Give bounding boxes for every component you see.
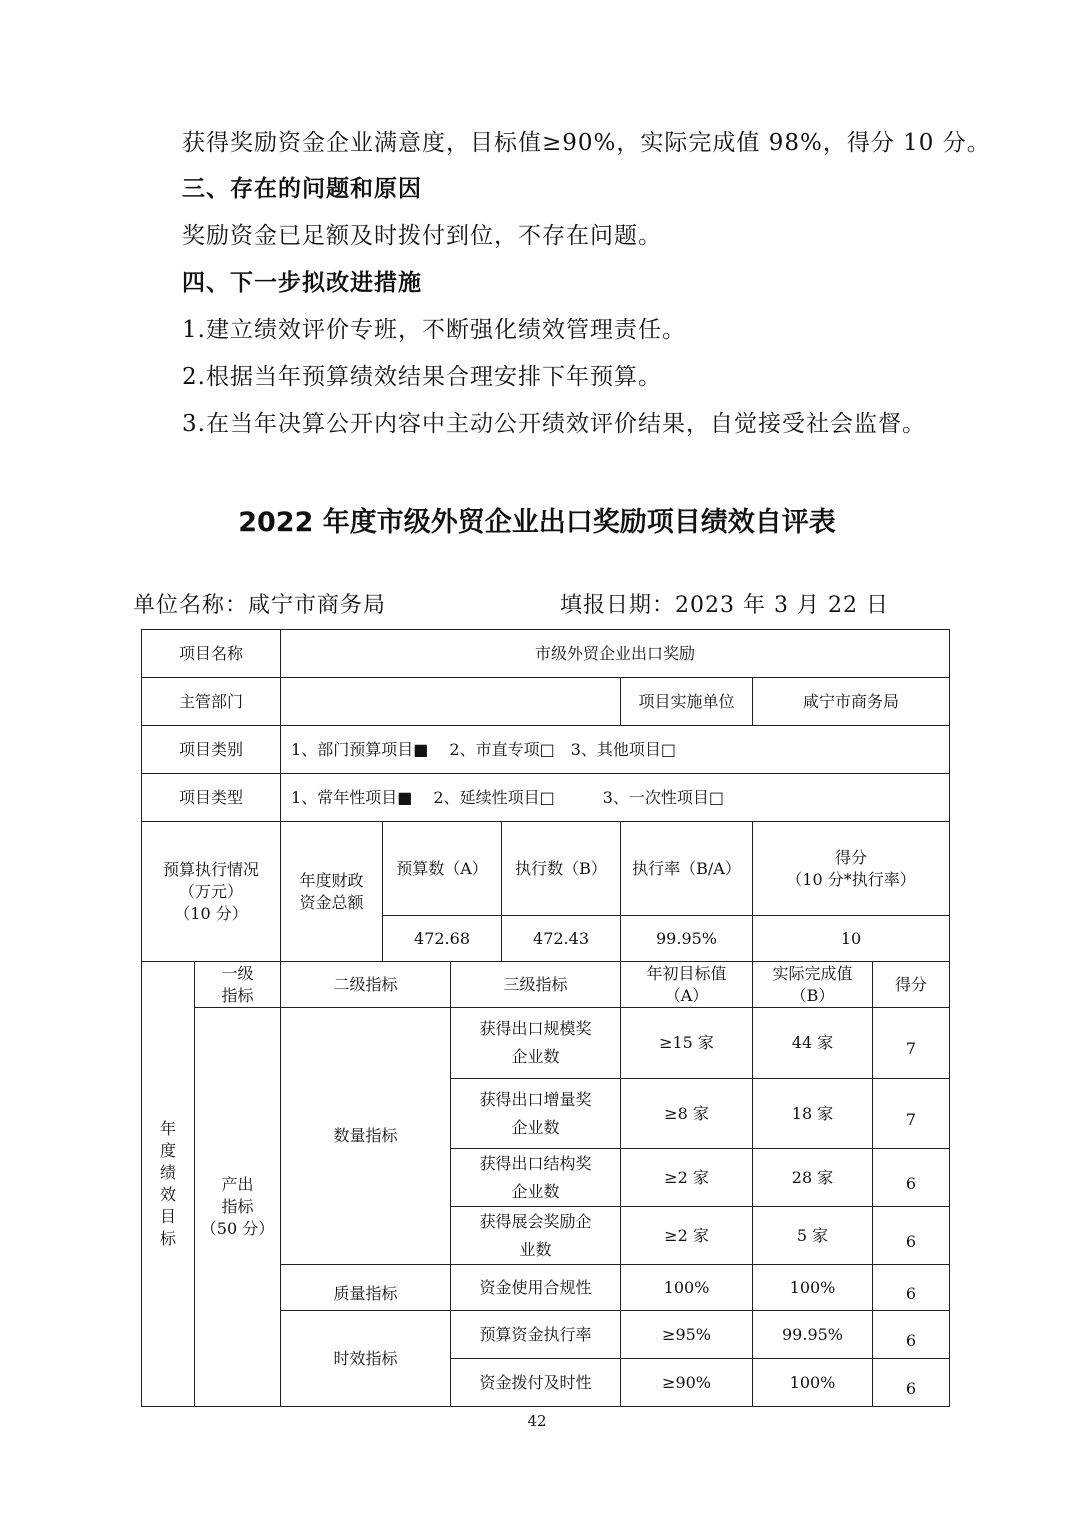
actual-header-line2: （B）: [790, 985, 835, 1005]
dept-value: [281, 678, 621, 726]
output-label-line2: 指标: [221, 1197, 254, 1216]
level3-line1: 获得出口结构奖: [479, 1153, 592, 1173]
level3-line1: 获得出口增量奖: [479, 1089, 592, 1109]
level3-cell: 资金拨付及时性: [451, 1359, 621, 1407]
impl-unit-value: 咸宁市商务局: [753, 678, 950, 726]
row-score: 6: [873, 1265, 950, 1311]
output-label-line3: （50 分）: [200, 1219, 275, 1238]
level3-cell: [451, 1079, 621, 1149]
impl-unit-label: 项目实施单位: [621, 678, 753, 726]
row-score: 6: [873, 1359, 950, 1407]
quantity-indicator: 数量指标: [281, 1008, 451, 1265]
level1-header-line2: 指标: [221, 985, 254, 1005]
paragraph-improvement-3: 3.在当年决算公开内容中主动公开绩效评价结果，自觉接受社会监督。: [182, 411, 926, 437]
level3-header: 三级指标: [451, 962, 621, 1008]
section-heading-improvements: 四、下一步拟改进措施: [182, 270, 422, 296]
goal-char: 年: [159, 1119, 176, 1138]
type-value: 1、常年性项目■ 2、延续性项目□ 3、一次性项目□: [281, 774, 950, 822]
level3-line2: 业数: [519, 1239, 552, 1259]
level3-cell: [451, 1149, 621, 1207]
project-name-value: 市级外贸企业出口奖励: [281, 630, 950, 678]
score-col-header: 得分: [873, 962, 950, 1008]
level3-line2: 企业数: [511, 1047, 560, 1066]
type-label: 项目类型: [142, 774, 281, 822]
row-score: 7: [873, 1008, 950, 1079]
level3-line1: 获得展会奖励企: [479, 1211, 592, 1231]
evaluation-table: [141, 629, 950, 1407]
output-label-line1: 产出: [221, 1175, 254, 1194]
target-value: ≥15 家: [621, 1008, 753, 1079]
target-value: ≥95%: [621, 1311, 753, 1359]
target-value: ≥2 家: [621, 1149, 753, 1207]
category-value: 1、部门预算项目■ 2、市直专项□ 3、其他项目□: [281, 726, 950, 774]
page-number: 42: [527, 1412, 547, 1430]
budget-a-header: 预算数（A）: [383, 822, 502, 916]
fund-total-line1: 年度财政: [299, 870, 364, 890]
level3-cell: 预算资金执行率: [451, 1311, 621, 1359]
row-score: 6: [873, 1311, 950, 1359]
goal-char: 度: [159, 1141, 176, 1160]
budget-a-value: 472.68: [383, 916, 502, 962]
actual-value: 99.95%: [753, 1311, 873, 1359]
target-header-line1: 年初目标值: [646, 963, 727, 983]
project-name-label: 项目名称: [142, 630, 281, 678]
timeliness-indicator: 时效指标: [281, 1311, 451, 1407]
level3-cell: 资金使用合规性: [451, 1265, 621, 1311]
goal-char: 目: [159, 1207, 176, 1226]
goal-char: 绩: [159, 1163, 176, 1182]
exec-b-value: 472.43: [502, 916, 621, 962]
level2-header: 二级指标: [281, 962, 451, 1008]
target-value: ≥8 家: [621, 1079, 753, 1149]
actual-header: [753, 962, 873, 1008]
actual-header-line1: 实际完成值: [772, 963, 853, 983]
budget-label: [142, 822, 281, 962]
level3-line1: 获得出口规模奖: [479, 1019, 592, 1038]
report-date: 填报日期：2023 年 3 月 22 日: [560, 593, 889, 618]
actual-value: 5 家: [753, 1207, 873, 1265]
section-heading-problems: 三、存在的问题和原因: [182, 176, 422, 202]
output-indicator-label: [195, 1008, 281, 1407]
row-score: 6: [873, 1149, 950, 1207]
table-title: 2022 年度市级外贸企业出口奖励项目绩效自评表: [238, 507, 836, 538]
category-label: 项目类别: [142, 726, 281, 774]
exec-b-header: 执行数（B）: [502, 822, 621, 916]
budget-label-line2: （万元）: [179, 881, 244, 901]
goal-char: 标: [159, 1229, 176, 1248]
paragraph-improvement-1: 1.建立绩效评价专班，不断强化绩效管理责任。: [182, 317, 686, 343]
actual-value: 100%: [753, 1265, 873, 1311]
exec-rate-value: 99.95%: [621, 916, 753, 962]
actual-value: 28 家: [753, 1149, 873, 1207]
goal-char: 效: [159, 1185, 176, 1204]
level1-header: [195, 962, 281, 1008]
score-header: [753, 822, 950, 916]
budget-label-line3: （10 分）: [174, 903, 248, 923]
quality-indicator: 质量指标: [281, 1265, 451, 1311]
level3-line2: 企业数: [511, 1117, 560, 1137]
actual-value: 44 家: [753, 1008, 873, 1079]
target-value: ≥2 家: [621, 1207, 753, 1265]
target-header: [621, 962, 753, 1008]
paragraph-satisfaction: 获得奖励资金企业满意度，目标值≥90%，实际完成值 98%，得分 10 分。: [182, 130, 991, 156]
row-score: 6: [873, 1207, 950, 1265]
target-header-line2: （A）: [664, 985, 709, 1005]
budget-label-line1: 预算执行情况: [163, 859, 260, 879]
level3-line2: 企业数: [511, 1181, 560, 1201]
level3-cell: [451, 1008, 621, 1079]
level1-header-line1: 一级: [221, 963, 254, 983]
fund-total-label: [281, 822, 383, 962]
row-score: 7: [873, 1079, 950, 1149]
score-header-line2: （10 分*执行率）: [786, 869, 916, 889]
budget-score-value: 10: [753, 916, 950, 962]
target-value: ≥90%: [621, 1359, 753, 1407]
annual-goal-label: [142, 962, 195, 1407]
paragraph-problems: 奖励资金已足额及时拨付到位，不存在问题。: [182, 223, 662, 249]
unit-name: 单位名称：咸宁市商务局: [133, 593, 387, 618]
target-value: 100%: [621, 1265, 753, 1311]
actual-value: 18 家: [753, 1079, 873, 1149]
fund-total-line2: 资金总额: [299, 892, 364, 912]
level3-cell: [451, 1207, 621, 1265]
score-header-line1: 得分: [835, 847, 868, 867]
exec-rate-header: 执行率（B/A）: [621, 822, 753, 916]
paragraph-improvement-2: 2.根据当年预算绩效结果合理安排下年预算。: [182, 364, 662, 390]
dept-label: 主管部门: [142, 678, 281, 726]
actual-value: 100%: [753, 1359, 873, 1407]
